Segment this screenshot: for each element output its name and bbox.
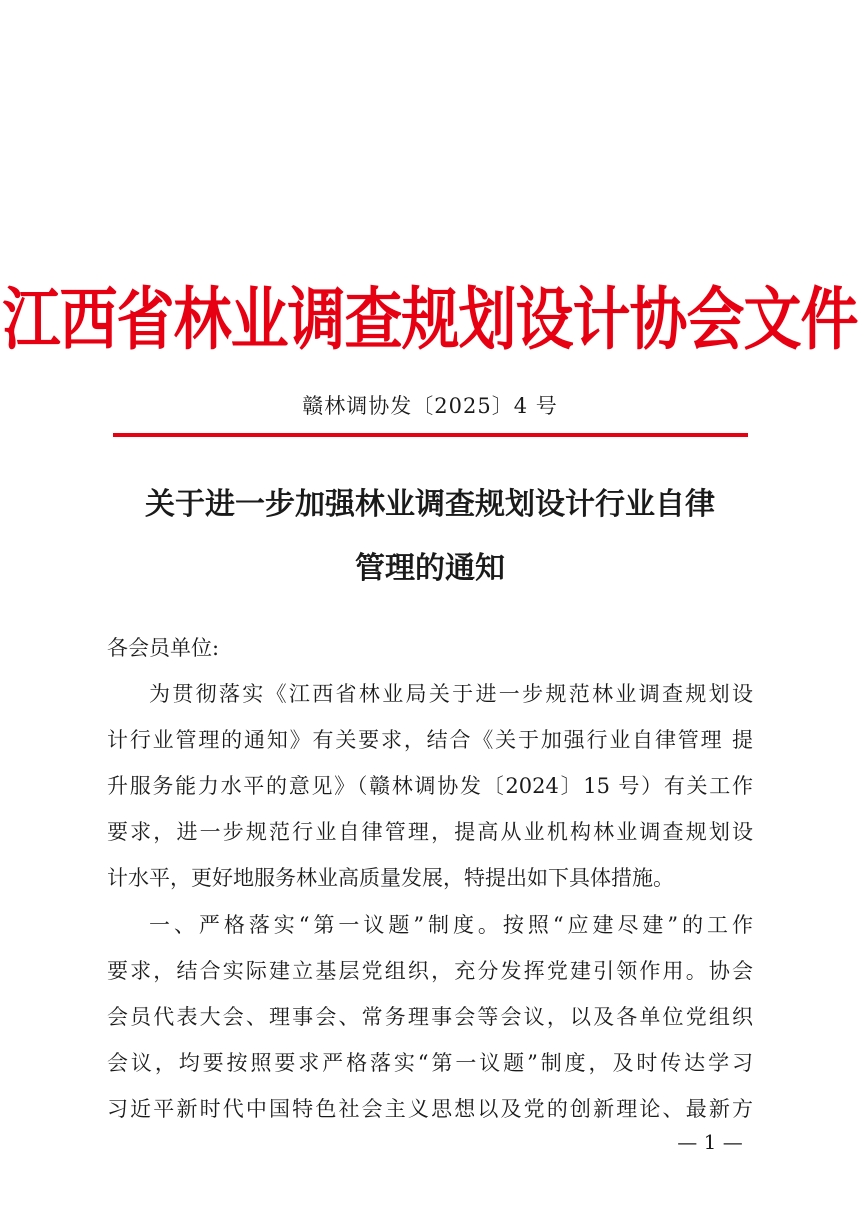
paragraph-line: 习近平新时代中国特色社会主义思想以及党的创新理论、最新方 xyxy=(107,1097,753,1121)
paragraph-line: 一、严格落实“第一议题”制度。按照“应建尽建”的工作 xyxy=(149,913,753,937)
paragraph-line: 为贯彻落实《江西省林业局关于进一步规范林业调查规划设 xyxy=(149,682,753,706)
paragraph-line: 要求，进一步规范行业自律管理，提高从业机构林业调查规划设 xyxy=(107,820,753,844)
paragraph-line: 计水平，更好地服务林业高质量发展，特提出如下具体措施。 xyxy=(107,866,674,890)
paragraph-line: 会员代表大会、理事会、常务理事会等会议，以及各单位党组织 xyxy=(107,1005,753,1029)
paragraph-line: 计行业管理的通知》有关要求，结合《关于加强行业自律管理 提 xyxy=(107,728,753,752)
document-number: 赣林调协发〔2025〕4 号 xyxy=(302,394,558,418)
paragraph-line: 会议，均要按照要求严格落实“第一议题”制度，及时传达学习 xyxy=(107,1051,753,1075)
page-number: — 1 — xyxy=(677,1130,743,1154)
notice-title-line-2: 管理的通知 xyxy=(355,551,505,586)
paragraph-line: 升服务能力水平的意见》（赣林调协发〔2024〕15 号）有关工作 xyxy=(107,774,753,798)
notice-title xyxy=(100,487,760,586)
paragraph-line: 要求，结合实际建立基层党组织，充分发挥党建引领作用。协会 xyxy=(107,959,753,983)
notice-title-line-1: 关于进一步加强林业调查规划设计行业自律 xyxy=(145,487,715,522)
masthead-title: 江西省林业调查规划设计协会文件 xyxy=(2,279,858,360)
salutation: 各会员单位: xyxy=(107,636,220,660)
red-divider-line xyxy=(113,433,748,437)
